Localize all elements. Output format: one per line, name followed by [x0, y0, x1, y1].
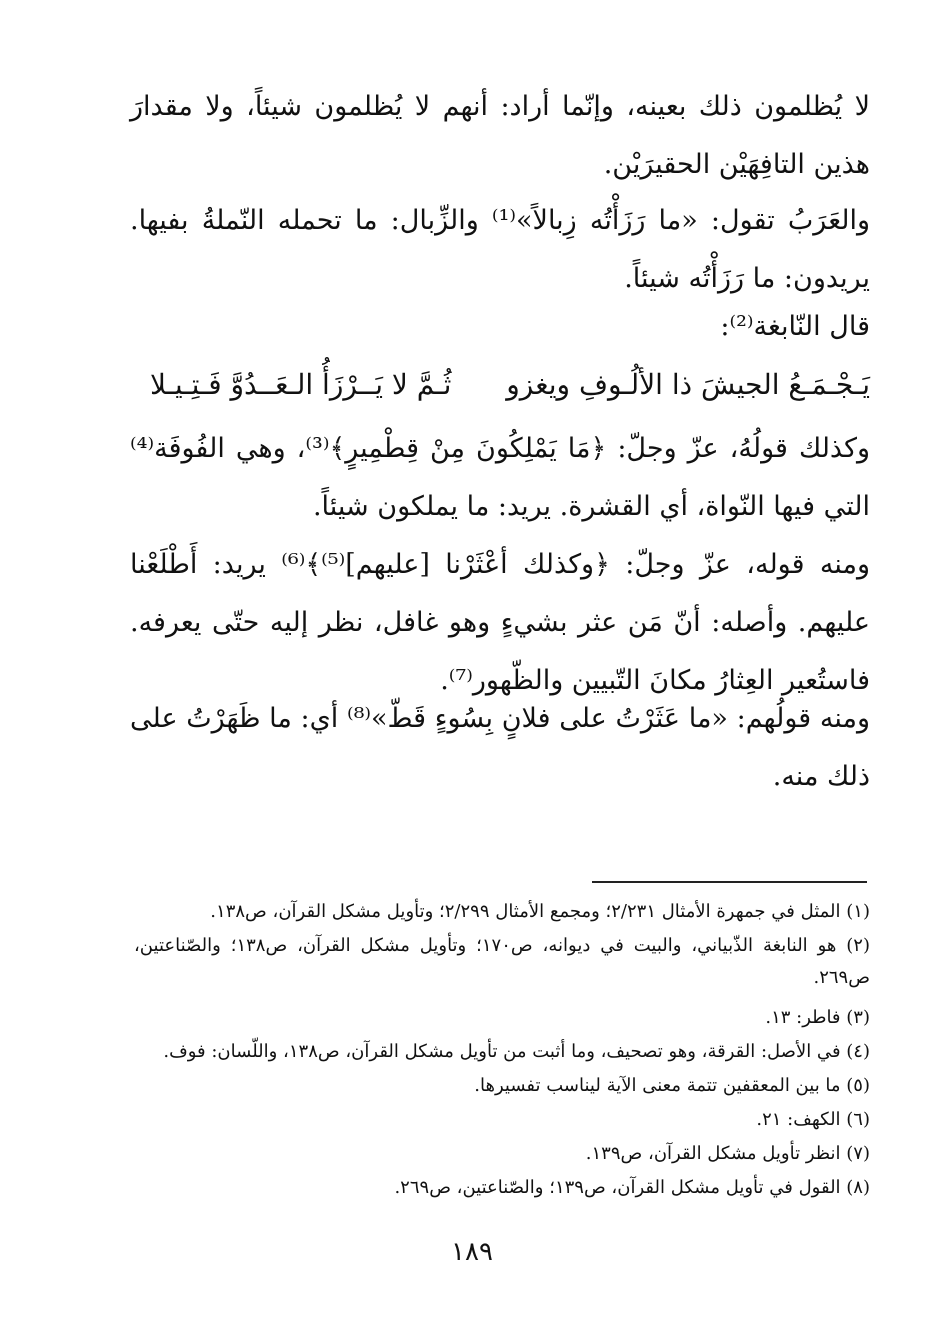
verse-first-hemistich: يَـجْـمَـعُ الجيشَ ذا الألُـوفِ ويغزو — [506, 368, 870, 401]
footnote-1: (١) المثل في جمهرة الأمثال ٢/٢٣١؛ ومجمع الأمثال ٢/٢٩٩؛ وتأويل مشكل القرآن، ص١٣٨. — [210, 901, 870, 922]
poem-verse — [150, 360, 870, 410]
paragraph-4: وكذلك قولُهُ، عزّ وجلّ: ﴿مَا يَمْلِكُونَ مِنْ قِطْمِيرٍ﴾⁽³⁾، وهي الفُوفَة⁽⁴⁾ التي فيها النّواة، أي القشرة. يريد: ما يملكون شيئاً. — [130, 433, 870, 522]
paragraph-6: ومنه قولُهم: «ما عَثَرْتُ على فلانٍ بِسُوءٍ قَطّ»⁽⁸⁾ أي: ما ظَهَرْتُ على ذلك منه. — [130, 703, 870, 792]
footnote-4: (٤) في الأصل: القرقة، وهو تصحيف، وما أثبت من تأويل مشكل القرآن، ص١٣٨، واللّسان: فوف. — [163, 1041, 870, 1062]
footnote-5: (٥) ما بين المعقفين تتمة معنى الآية ليناسب تفسيرها. — [474, 1075, 870, 1096]
footnote-separator — [592, 881, 867, 883]
page-number: ١٨٩ — [451, 1237, 493, 1267]
footnote-7: (٧) انظر تأويل مشكل القرآن، ص١٣٩. — [585, 1143, 870, 1164]
paragraph-5: ومنه قوله، عزّ وجلّ: ﴿وكذلك أعْثَرْنا [عليهم]⁽⁵⁾﴾⁽⁶⁾ يريد: أَطْلَعْنا عليهم. وأصله: أنّ مَن عثر بشيءٍ وهو غافل، نظر إليه حتّى يعرفه. فاستُعير العِثارُ مكانَ التّبيين والظّهور⁽⁷⁾. — [130, 549, 870, 696]
footnote-2: (٢) هو النابغة الذّبياني، والبيت في ديوانه، ص١٧٠؛ وتأويل مشكل القرآن، ص١٣٨؛ والصّناعتين، ص٢٦٩. — [134, 935, 870, 988]
paragraph-1: لا يُظلمون ذلك بعينه، وإنّما أراد: أنهم لا يُظلمون شيئاً، ولا مقدارَ هذين التافِهَيْن الحقيرَيْن. — [130, 91, 870, 180]
verse-second-hemistich: ثُـمَّ لا يَــرْزَأُ الـعَــدُوَّ فَـتِـيـلا — [150, 368, 452, 401]
paragraph-2: والعَرَبُ تقول: «ما رَزَأْتُه زِبالاً»⁽¹⁾ والزِّبال: ما تحمله النّملةُ بفيها. يريدون: ما رَزَأْتُه شيئاً. — [130, 205, 870, 294]
footnote-3: (٣) فاطر: ١٣. — [765, 1007, 870, 1028]
paragraph-3: قال النّابغة⁽²⁾: — [720, 311, 870, 342]
footnote-8: (٨) القول في تأويل مشكل القرآن، ص١٣٩؛ والصّناعتين، ص٢٦٩. — [394, 1177, 870, 1198]
footnote-6: (٦) الكهف: ٢١. — [756, 1109, 870, 1130]
